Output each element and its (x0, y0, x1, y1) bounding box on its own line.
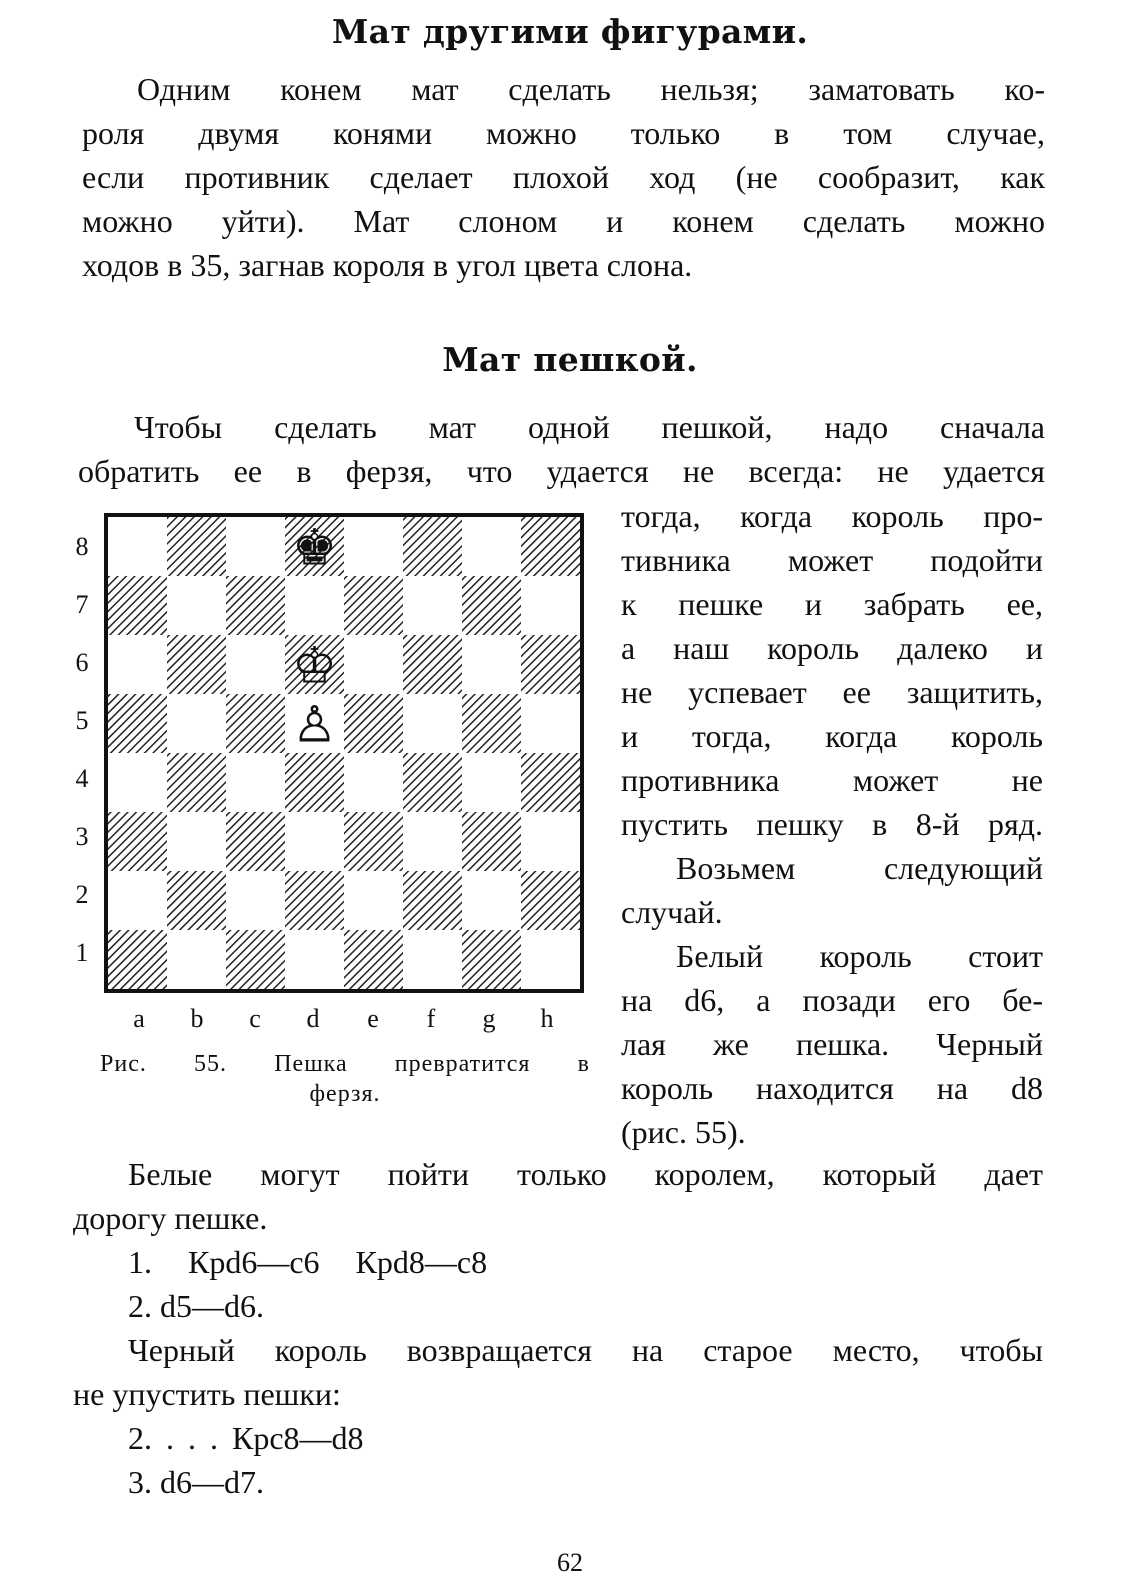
dark-square (344, 930, 403, 989)
side-line: а наш король далеко и (621, 630, 1043, 666)
paragraph-line: Черный король возвращается на старое место, чтобы (128, 1332, 1043, 1368)
light-square (226, 635, 285, 694)
paragraph-line: Белые могут пойти только королем, который дает (128, 1156, 1043, 1192)
white-piece-d5: ♙ (292, 695, 337, 754)
light-square (521, 930, 580, 989)
dark-square (167, 753, 226, 812)
light-square (521, 576, 580, 635)
dark-square (226, 812, 285, 871)
dark-square (285, 753, 344, 812)
dark-square (108, 812, 167, 871)
light-square (108, 635, 167, 694)
dark-square (226, 930, 285, 989)
paragraph-line: ходов в 35, загнав короля в угол цвета слона. (82, 247, 693, 283)
dark-square (167, 635, 226, 694)
rank-label: 4 (75, 764, 89, 793)
light-square (108, 871, 167, 930)
dark-square (403, 517, 462, 576)
rank-label: 5 (75, 706, 89, 735)
light-square (285, 812, 344, 871)
paragraph-line: дорогу пешке. (73, 1200, 268, 1236)
dark-square (403, 635, 462, 694)
black-piece-d8: ♚ (292, 518, 337, 577)
light-square (167, 576, 226, 635)
dark-square (521, 517, 580, 576)
file-label: b (190, 1004, 204, 1033)
paragraph-line: можно уйти). Мат слоном и конем сделать можно (82, 203, 1045, 239)
dark-square (403, 753, 462, 812)
side-line: (рис. 55). (621, 1114, 746, 1150)
file-label: f (426, 1004, 436, 1033)
dark-square (226, 576, 285, 635)
side-line: король находится на d8 (621, 1070, 1043, 1106)
side-line: случай. (621, 894, 723, 930)
dark-square (344, 694, 403, 753)
rank-label: 8 (75, 532, 89, 561)
section-heading-pawn-mate: Мат пешкой. (442, 340, 698, 379)
light-square (167, 812, 226, 871)
light-square (403, 930, 462, 989)
dark-square (521, 871, 580, 930)
paragraph-line: Одним конем мат сделать нельзя; заматовать ко- (137, 71, 1045, 107)
file-label: e (367, 1004, 379, 1033)
light-square (226, 517, 285, 576)
light-square (226, 871, 285, 930)
move-line: 2. . . . Крс8—d8 (128, 1420, 364, 1456)
light-square (344, 517, 403, 576)
light-square (344, 635, 403, 694)
file-label: a (133, 1004, 145, 1033)
dark-square (462, 930, 521, 989)
side-line: Возьмем следующий (676, 850, 1043, 886)
file-label: g (482, 1004, 496, 1033)
side-line: на d6, а позади его бе- (621, 982, 1043, 1018)
light-square (226, 753, 285, 812)
dark-square (167, 871, 226, 930)
side-line: и тогда, когда король (621, 718, 1043, 754)
light-square (285, 576, 344, 635)
light-square (285, 930, 344, 989)
dark-square (108, 930, 167, 989)
dark-square (344, 576, 403, 635)
light-square (344, 871, 403, 930)
light-square (462, 635, 521, 694)
light-square (403, 812, 462, 871)
light-square (167, 930, 226, 989)
file-label: h (540, 1004, 554, 1033)
light-square (403, 576, 462, 635)
page-number: 62 (557, 1548, 583, 1577)
dark-square (226, 694, 285, 753)
paragraph-line: роля двумя конями можно только в том случае, (82, 115, 1045, 151)
light-square (521, 694, 580, 753)
light-square (462, 517, 521, 576)
rank-label: 1 (75, 938, 89, 967)
dark-square (108, 694, 167, 753)
rank-label: 2 (75, 880, 89, 909)
file-label: d (306, 1004, 320, 1033)
side-line: тогда, когда король про- (621, 498, 1043, 534)
dark-square (521, 753, 580, 812)
rank-label: 6 (75, 648, 89, 677)
light-square (108, 753, 167, 812)
light-square (462, 753, 521, 812)
dark-square (285, 871, 344, 930)
side-line: противника может не (621, 762, 1043, 798)
move-line: 3. d6—d7. (128, 1464, 264, 1500)
dark-square (403, 871, 462, 930)
dark-square (462, 576, 521, 635)
dark-square (462, 694, 521, 753)
file-label: c (249, 1004, 261, 1033)
paragraph-line: если противник сделает плохой ход (не сообразит, как (82, 159, 1045, 195)
dark-square (167, 517, 226, 576)
light-square (108, 517, 167, 576)
white-piece-d6: ♔ (292, 636, 337, 695)
figure-caption: Рис. 55. Пешка превратится в (100, 1051, 590, 1077)
light-square (462, 871, 521, 930)
side-line: к пешке и забрать ее, (621, 586, 1043, 622)
light-square (521, 812, 580, 871)
side-line: не успевает ее защитить, (621, 674, 1043, 710)
side-line: Белый король стоит (676, 938, 1043, 974)
paragraph-line: обратить ее в ферзя, что удается не всегда: не удается (78, 453, 1045, 489)
side-line: лая же пешка. Черный (621, 1026, 1043, 1062)
side-line: тивника может подойти (621, 542, 1043, 578)
figure-caption-continued: ферзя. (309, 1081, 381, 1107)
move-line: 1. Крd6—c6 Крd8—c8 (128, 1244, 488, 1280)
rank-label: 3 (75, 822, 89, 851)
dark-square (344, 812, 403, 871)
rank-label: 7 (75, 590, 89, 619)
dark-square (462, 812, 521, 871)
paragraph-line: Чтобы сделать мат одной пешкой, надо сначала (134, 409, 1045, 445)
section-heading-other-pieces: Мат другими фигурами. (331, 12, 809, 51)
dark-square (521, 635, 580, 694)
chess-board (108, 517, 580, 989)
light-square (167, 694, 226, 753)
side-line: пустить пешку в 8-й ряд. (621, 806, 1043, 842)
light-square (344, 753, 403, 812)
dark-square (108, 576, 167, 635)
move-line: 2. d5—d6. (128, 1288, 264, 1324)
light-square (403, 694, 462, 753)
chess-diagram (104, 513, 584, 993)
paragraph-line: не упустить пешки: (73, 1376, 341, 1412)
